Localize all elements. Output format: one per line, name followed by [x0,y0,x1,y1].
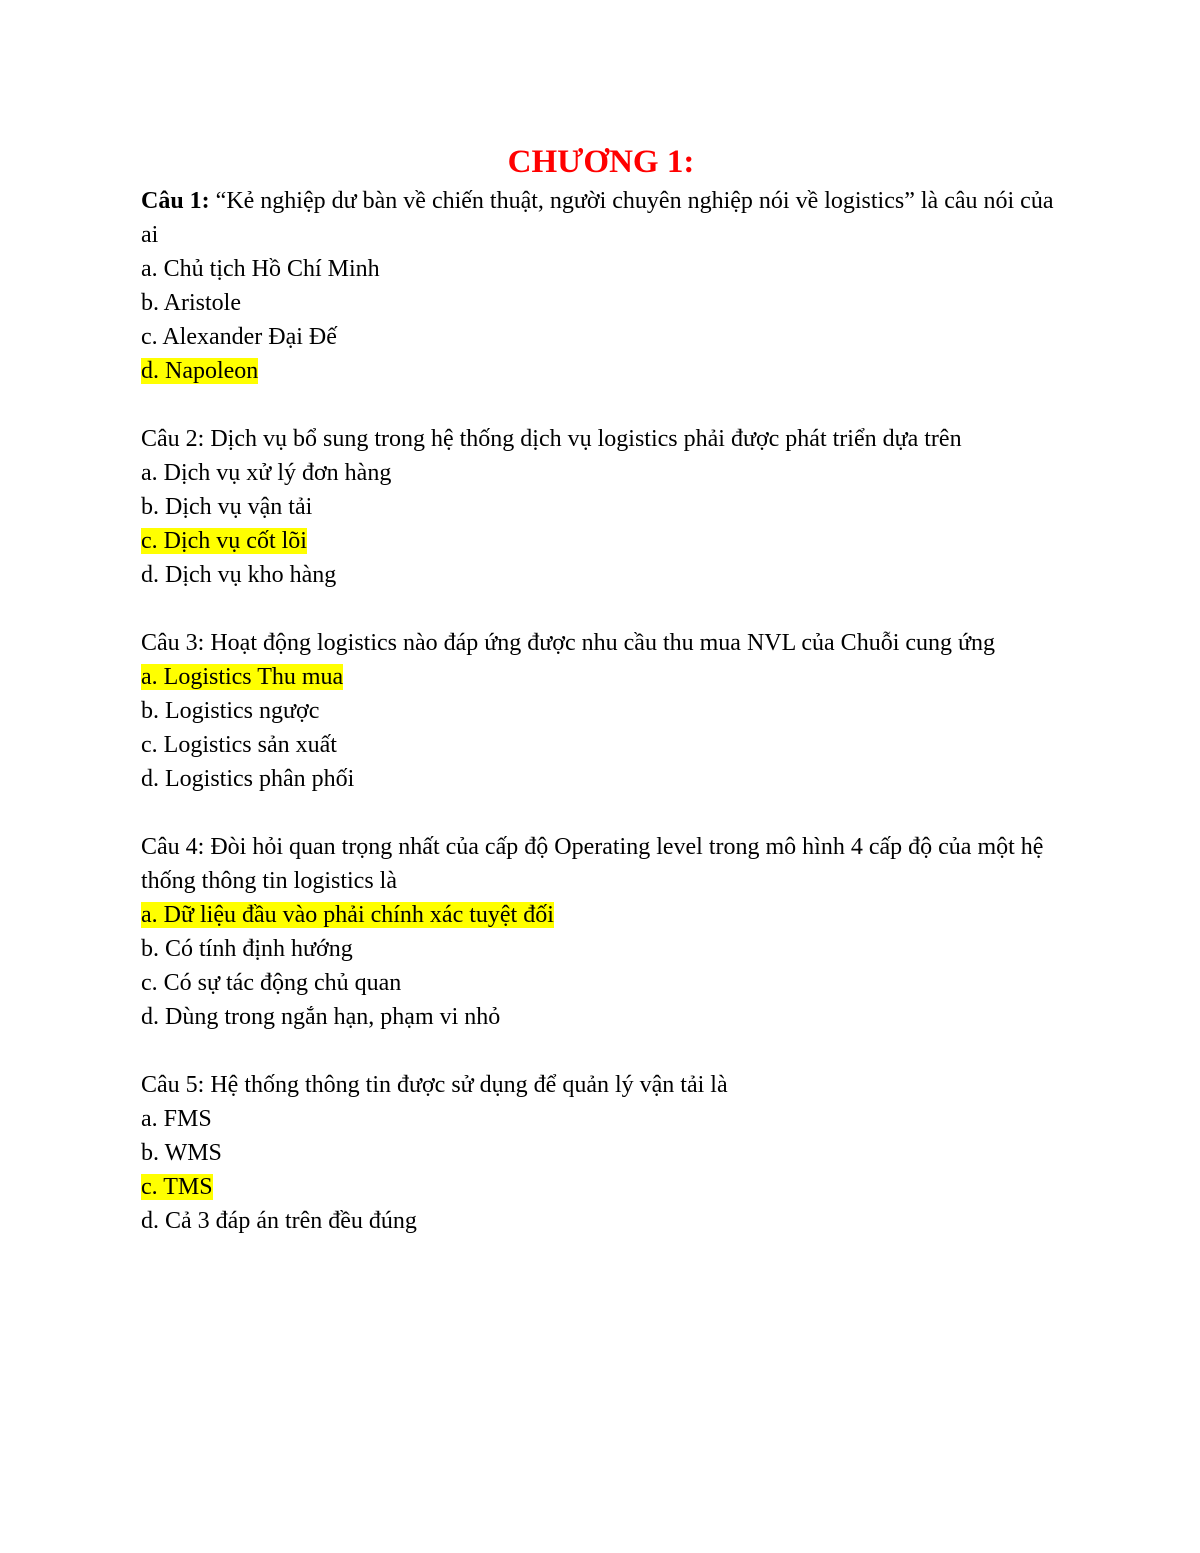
answer-option [141,1102,1061,1136]
answer-text: b. Có tính định hướng [141,936,353,962]
answer-text: b. Logistics ngược [141,698,320,724]
answer-option [141,490,1061,524]
answer-text: a. Chủ tịch Hồ Chí Minh [141,256,380,282]
question-text: Dịch vụ bổ sung trong hệ thống dịch vụ logistics phải được phát triển dựa trên [204,426,962,452]
answer-text: c. Logistics sản xuất [141,732,337,758]
question-5 [141,1068,1061,1238]
question-1 [141,184,1061,388]
answer-option [141,694,1061,728]
answer-text: a. FMS [141,1106,212,1132]
question-text: Hoạt động logistics nào đáp ứng được nhu cầu thu mua NVL của Chuỗi cung ứng [204,630,996,656]
answer-option-correct [141,660,1061,694]
answer-text: c. Có sự tác động chủ quan [141,970,402,996]
answer-option-correct [141,524,1061,558]
answer-text: c. Alexander Đại Đế [141,324,337,350]
question-label: Câu 1: [141,188,210,214]
chapter-title: CHƯƠNG 1: [507,144,695,180]
answer-option-correct [141,354,1061,388]
answer-option [141,762,1061,796]
answer-text: c. TMS [141,1174,213,1200]
answer-option [141,286,1061,320]
question-2 [141,422,1061,592]
answer-text: d. Cả 3 đáp án trên đều đúng [141,1208,417,1234]
question-stem [141,422,1061,456]
answer-option-correct [141,1170,1061,1204]
answer-text: a. Dịch vụ xử lý đơn hàng [141,460,392,486]
question-text: Hệ thống thông tin được sử dụng để quản lý vận tải là [204,1072,728,1098]
question-label: Câu 3: [141,630,205,656]
answer-option [141,252,1061,286]
question-text: “Kẻ nghiệp dư bàn về chiến thuật, người chuyên nghiệp nói về logistics” là câu nói của ai [141,188,1060,248]
answer-text: a. Logistics Thu mua [141,664,344,690]
question-label: Câu 4: [141,834,205,860]
answer-option-correct [141,898,1061,932]
answer-text: b. WMS [141,1140,222,1166]
answer-text: d. Dịch vụ kho hàng [141,562,337,588]
answer-text: d. Dùng trong ngắn hạn, phạm vi nhỏ [141,1004,501,1030]
answer-option [141,456,1061,490]
document-page [141,140,1061,1238]
answer-option [141,1136,1061,1170]
question-4 [141,830,1061,1034]
answer-option [141,728,1061,762]
question-label: Câu 5: [141,1072,205,1098]
answer-option [141,1204,1061,1238]
answer-option [141,932,1061,966]
answer-option [141,1000,1061,1034]
question-stem [141,184,1061,252]
question-label: Câu 2: [141,426,205,452]
answer-option [141,558,1061,592]
answer-text: d. Logistics phân phối [141,766,355,792]
answer-text: a. Dữ liệu đầu vào phải chính xác tuyệt đối [141,902,554,928]
answer-option [141,320,1061,354]
answer-text: d. Napoleon [141,358,259,384]
answer-text: b. Aristole [141,290,241,316]
question-stem [141,626,1061,660]
answer-text: b. Dịch vụ vận tải [141,494,313,520]
question-stem [141,830,1061,898]
question-3 [141,626,1061,796]
answer-text: c. Dịch vụ cốt lõi [141,528,307,554]
question-text: Đòi hỏi quan trọng nhất của cấp độ Operating level trong mô hình 4 cấp độ của một hệ thống thông tin logistics là [141,834,1050,894]
answer-option [141,966,1061,1000]
question-stem [141,1068,1061,1102]
